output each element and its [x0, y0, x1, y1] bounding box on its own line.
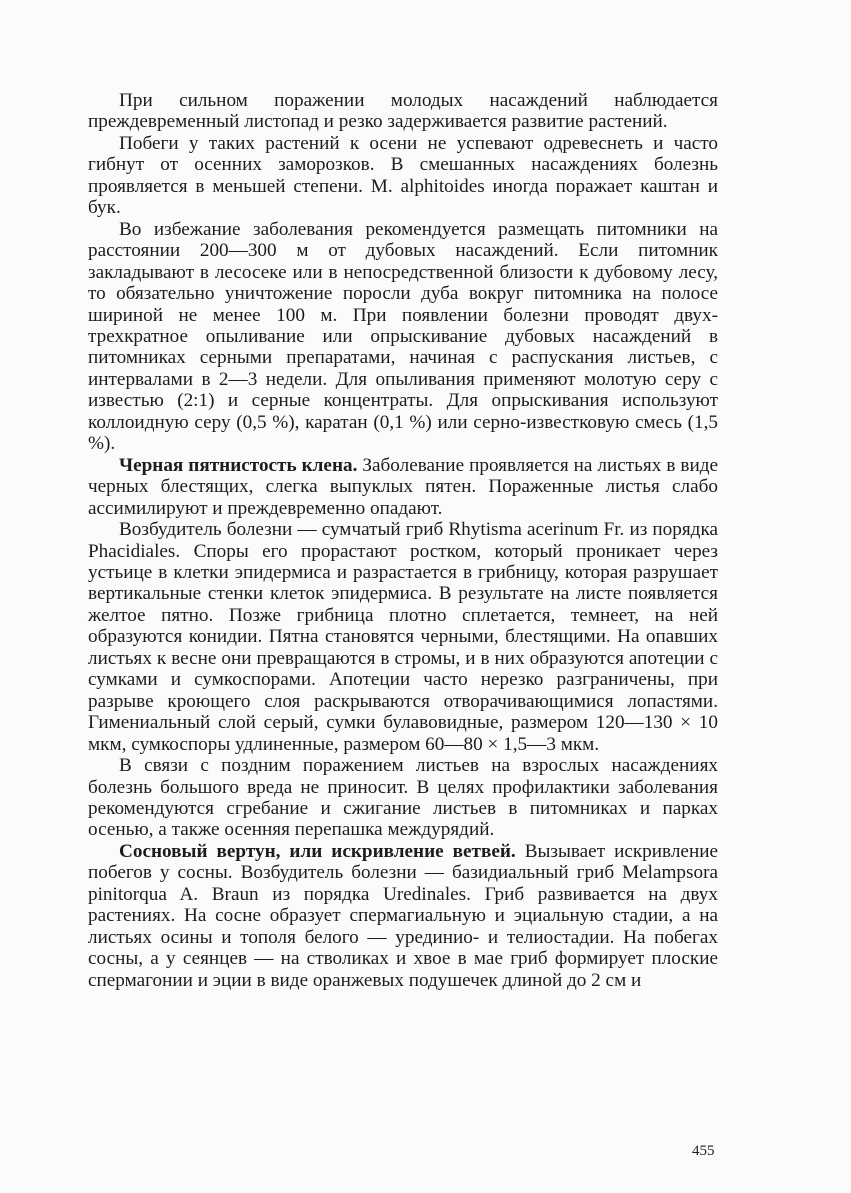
paragraph-1 [88, 90, 718, 133]
paragraph-2 [88, 133, 718, 219]
paragraph-2-text: Побеги у таких растений к осени не успевают одревеснеть и часто гибнут от осенних заморозков. В смешанных насаждениях болезнь проявляется в меньшей степени. M. alphitoides иногда поражает каштан и бук. [88, 132, 718, 219]
paragraph-3-text: Во избежание заболевания рекомендуется размещать питомники на расстоянии 200—300 м от дубовых насаждений. Если питомник закладывают в лесосеке или в непосредственной близости к дубовому лесу, то обязательно уничтожение поросли дуба вокруг питомника на полосе шириной не менее 100 м. При появлении болезни проводят двух-трехкратное опыливание или опрыскивание дубовых насаждений в питомниках серными препаратами, начиная с распускания листьев, с интервалами в 2—3 недели. Для опыливания применяют молотую серу с известью (2:1) и серные концентраты. Для опрыскивания используют коллоидную серу (0,5 %), каратан (0,1 %) или серно-известковую смесь (1,5 %). [88, 218, 718, 455]
paragraph-6 [88, 755, 718, 841]
paragraph-4 [88, 455, 718, 519]
paragraph-6-text: В связи с поздним поражением листьев на взрослых насаждениях болезнь большого вреда не приносит. В целях профилактики заболевания рекомендуются сгребание и сжигание листьев в питомниках и парках осенью, а также осенняя перепашка междурядий. [88, 755, 718, 841]
paragraph-5 [88, 519, 718, 755]
paragraph-1-text: При сильном поражении молодых насаждений наблюдается преждевременный листопад и резко задерживается развитие растений. [88, 90, 718, 133]
page-number: 455 [692, 1143, 715, 1159]
paragraph-7-text: Вызывает искривление побегов у сосны. Возбудитель болезни — базидиальный гриб Melampsora pinitorqua A. Braun из порядка Uredinales. Гриб развивается на двух растениях. На сосне образует спермагиальную и эциальную стадии, а на листьях осины и тополя белого — урединио- и телиостадии. На побегах сосны, а у сеянцев — на стволиках и хвое в мае гриб формирует плоские спермагонии и эции в виде оранжевых подушечек длиной до 2 см и [88, 840, 718, 991]
paragraph-7 [88, 841, 718, 991]
section-heading-pine-twist: Сосновый вертун, или искривление ветвей. [119, 840, 516, 862]
section-heading-maple-tar-spot: Черная пятнистость клена. [119, 454, 358, 476]
paragraph-3 [88, 219, 718, 455]
body-text [88, 90, 718, 991]
paragraph-5-text: Возбудитель болезни — сумчатый гриб Rhytisma acerinum Fr. из порядка Phacidiales. Споры его прорастают ростком, который проникает через устьице в клетки эпидермиса и разрастается в грибницу, которая разрушает вертикальные стенки клеток эпидермиса. В результате на листе появляется желтое пятно. Позже грибница плотно сплетается, темнеет, на ней образуются конидии. Пятна становятся черными, блестящими. На опавших листьях к весне они превращаются в стромы, и в них образуются апотеции с сумками и сумкоспорами. Апотеции часто нерезко разграничены, при разрыве кроющего слоя раскрываются отворачивающимися лопастями. Гимениальный слой серый, сумки булавовидные, размером 120—130 × 10 мкм, сумкоспоры удлиненные, размером 60—80 × 1,5—3 мкм. [88, 519, 718, 755]
paragraph-4-text: Заболевание проявляется на листьях в виде черных блестящих, слегка выпуклых пятен. Пораженные листья слабо ассимилируют и преждевременно опадают. [88, 454, 718, 519]
